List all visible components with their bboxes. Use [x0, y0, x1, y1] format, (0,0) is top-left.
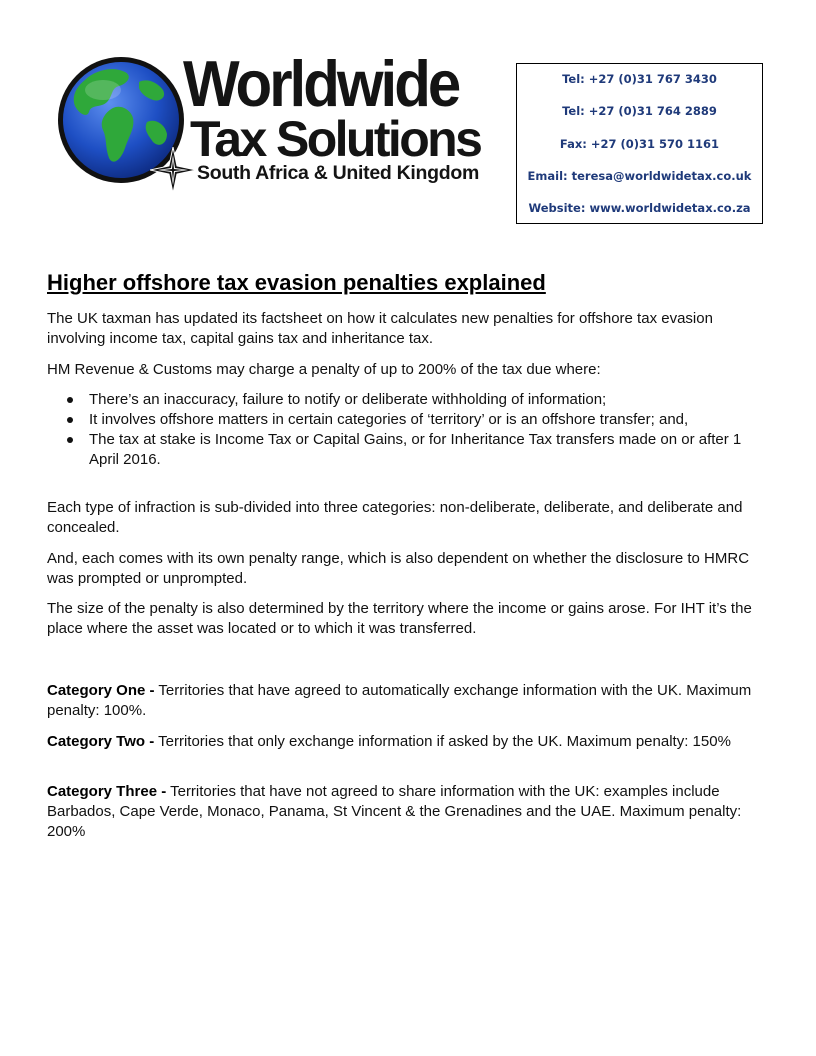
contact-tel-1: Tel: +27 (0)31 767 3430 [562, 72, 717, 86]
list-item-text: There’s an inaccuracy, failure to notify or deliberate withholding of information; [89, 391, 607, 408]
contact-fax: Fax: +27 (0)31 570 1161 [559, 137, 720, 151]
bullet-icon [67, 437, 73, 443]
category-two-title: Category Two - [47, 733, 155, 750]
category-one [47, 681, 767, 721]
category-one-text: Territories that have agreed to automatically exchange information with the UK. Maximum penalty: 100%. [47, 682, 752, 719]
bullet-icon [67, 417, 73, 423]
category-three-title: Category Three - [47, 783, 167, 800]
contact-tel-2: Tel: +27 (0)31 764 2889 [562, 104, 717, 118]
category-two-text: Territories that only exchange information if asked by the UK. Maximum penalty: 150% [154, 733, 731, 750]
category-three [47, 782, 767, 842]
list-item-text: It involves offshore matters in certain categories of ‘territory’ or is an offshore transfer; and, [89, 411, 689, 428]
list-item [47, 390, 767, 410]
intro-paragraph: The UK taxman has updated its factsheet on how it calculates new penalties for offshore tax evasion involving income tax, capital gains tax and inheritance tax. [47, 310, 713, 347]
list-item-text: The tax at stake is Income Tax or Capital Gains, or for Inheritance Tax transfers made on or after 1 April 2016. [89, 431, 742, 468]
category-one-title: Category One - [47, 682, 155, 699]
contact-box [516, 63, 763, 224]
brand-tagline: South Africa & United Kingdom [197, 162, 479, 184]
contact-email[interactable]: Email: teresa@worldwidetax.co.uk [527, 169, 752, 183]
category-three-text: Territories that have not agreed to share information with the UK: examples include Barbados, Cape Verde, Monaco, Panama, St Vincent & the Grenadines and the UAE. Maximum penalty: 200% [47, 783, 742, 840]
conditions-list [47, 390, 767, 470]
penalty-range-paragraph: And, each comes with its own penalty range, which is also dependent on whether the disclosure to HMRC was prompted or unprompted. [47, 550, 750, 587]
brand-subname: Tax Solutions [190, 111, 481, 167]
infraction-paragraph: Each type of infraction is sub-divided into three categories: non-deliberate, deliberate, and deliberate and concealed. [47, 499, 743, 536]
bullet-icon [67, 397, 73, 403]
article-headline: Higher offshore tax evasion penalties explained [47, 270, 546, 295]
contact-website[interactable]: Website: www.worldwidetax.co.za [528, 201, 751, 215]
company-logo [55, 47, 500, 197]
lead-paragraph: HM Revenue & Customs may charge a penalty of up to 200% of the tax due where: [47, 361, 601, 378]
list-item [47, 430, 767, 470]
territory-paragraph: The size of the penalty is also determined by the territory where the income or gains arose. For IHT it’s the place where the asset was located or to which it was transferred. [47, 600, 752, 637]
category-two [47, 732, 767, 752]
brand-name: Worldwide [183, 47, 459, 121]
list-item [47, 410, 767, 430]
